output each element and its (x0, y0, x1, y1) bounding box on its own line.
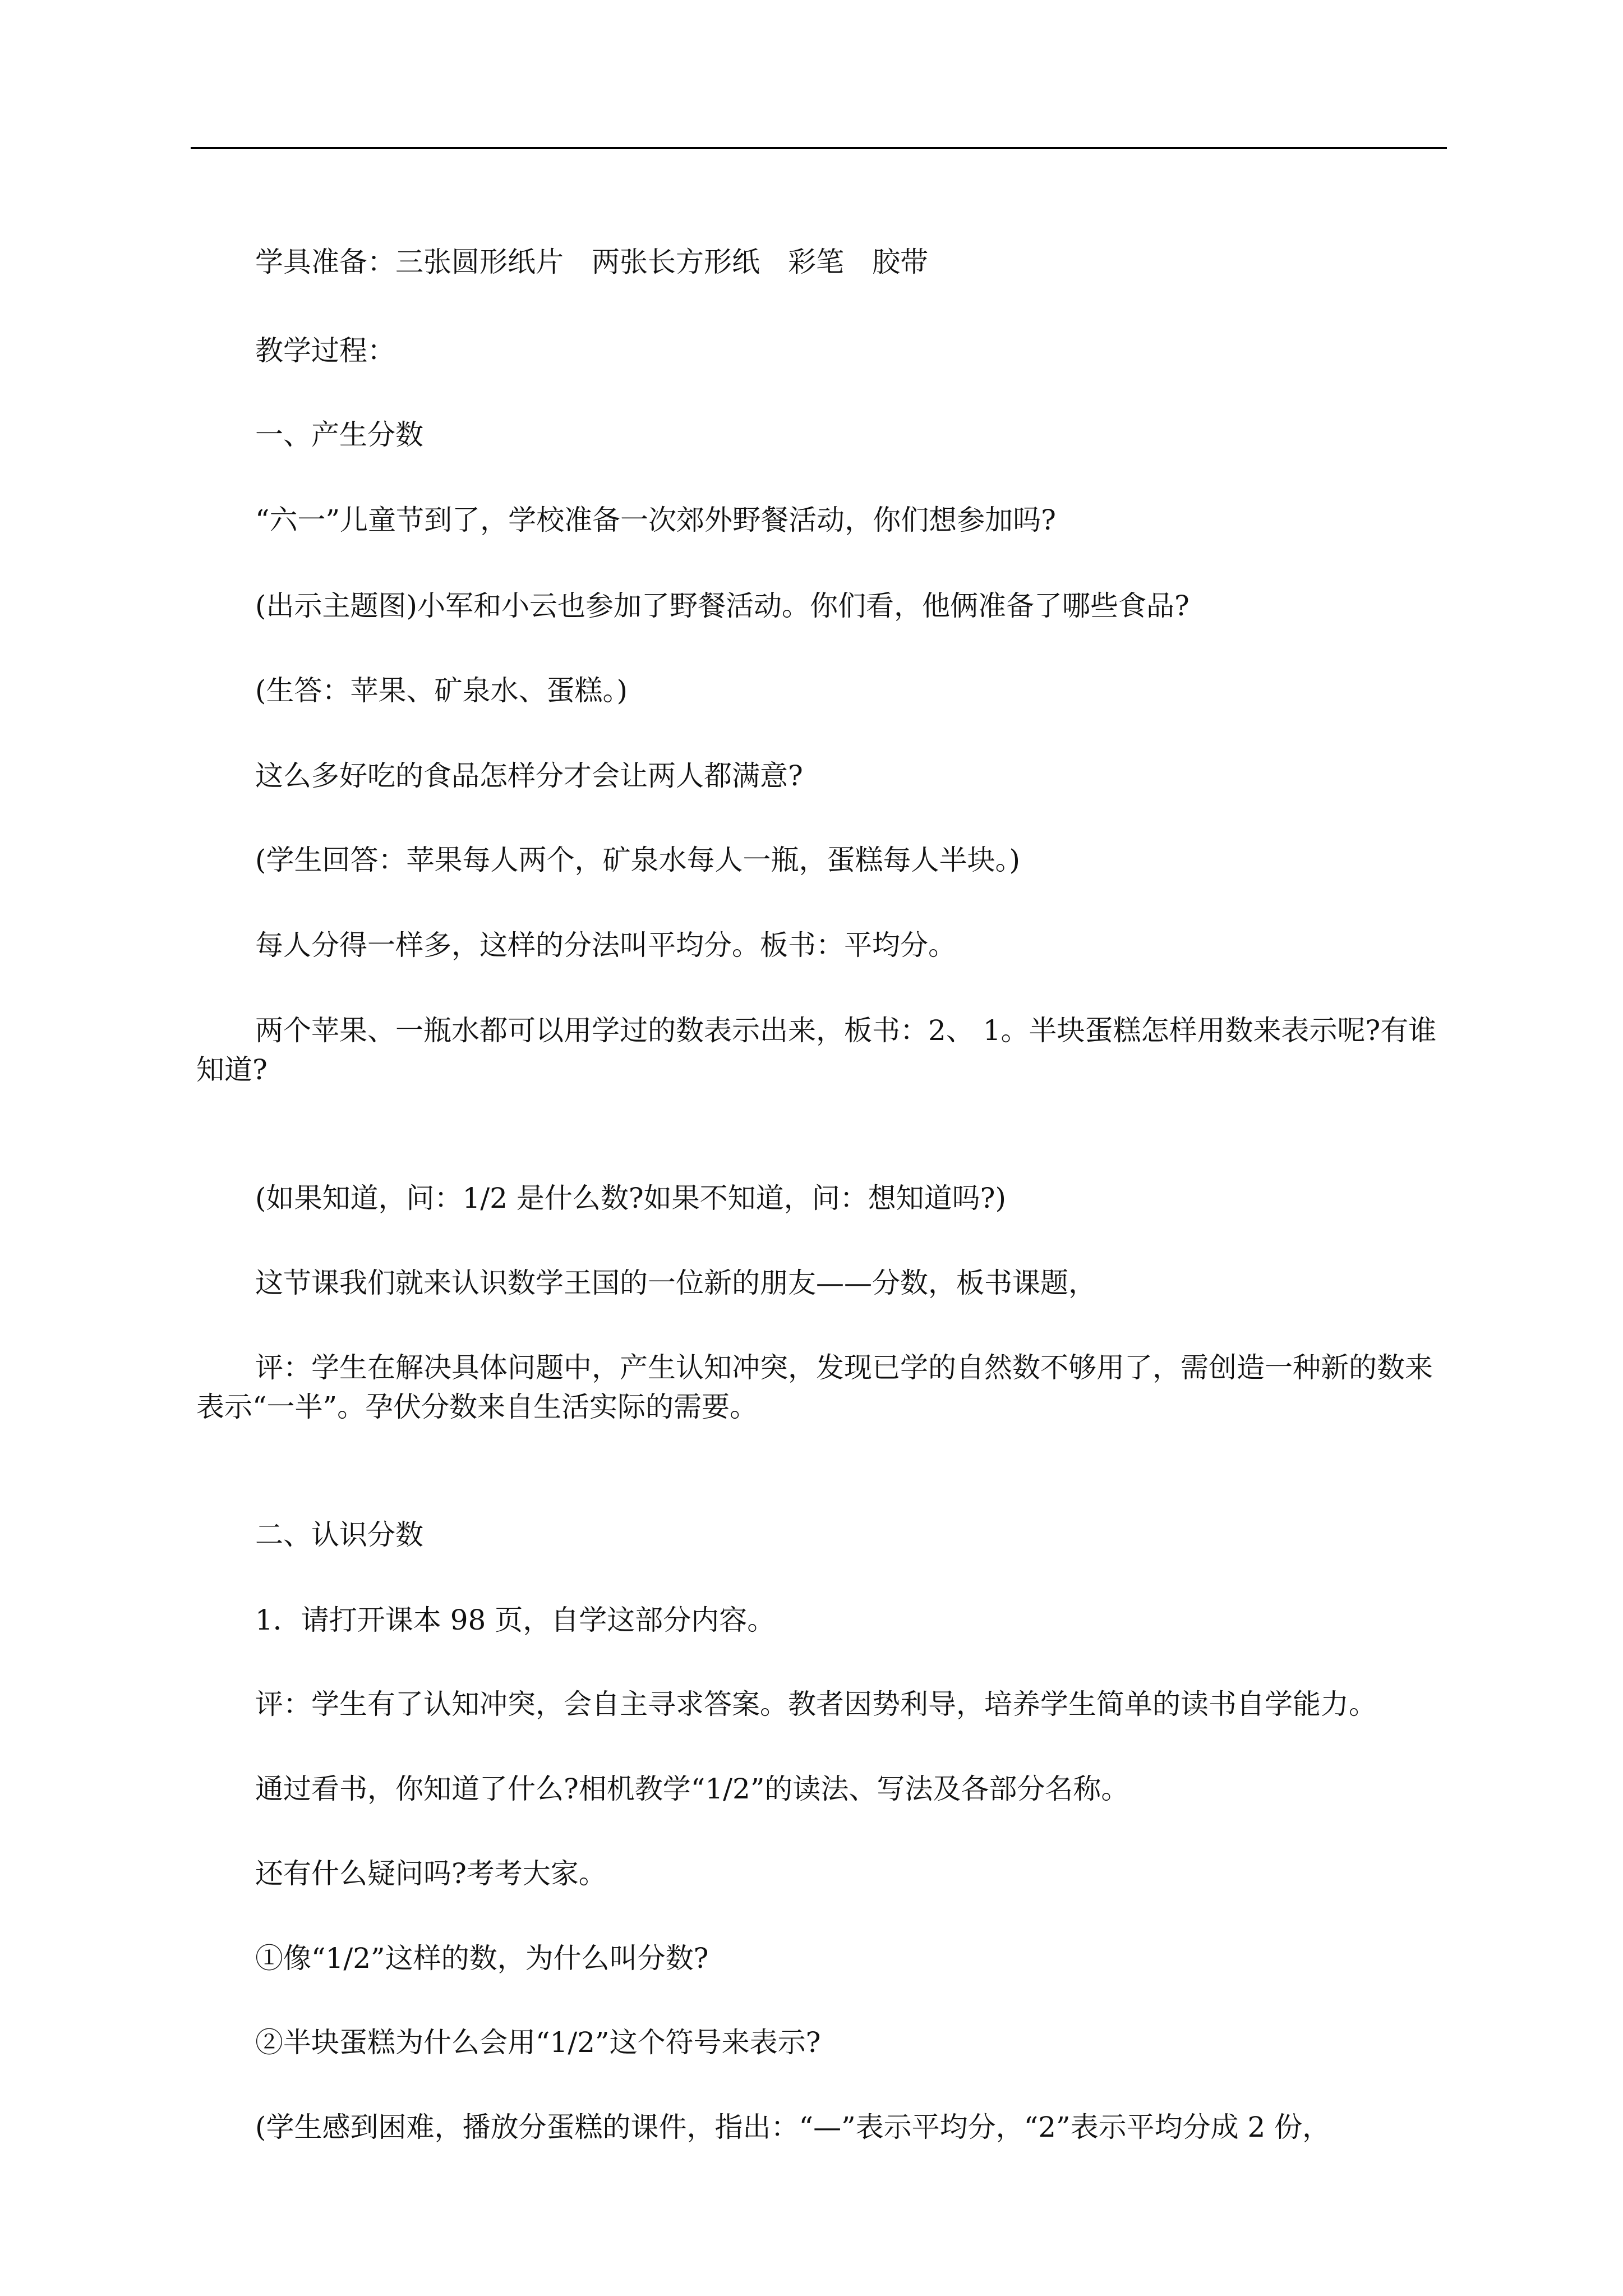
paragraph: 这么多好吃的食品怎样分才会让两人都满意? (255, 760, 803, 792)
paragraph: (学生回答：苹果每人两个，矿泉水每人一瓶，蛋糕每人半块。) (255, 844, 1021, 876)
paragraph: 还有什么疑问吗?考考大家。 (255, 1857, 607, 1890)
paragraph: (如果知道，问：1/2 是什么数?如果不知道，问：想知道吗?) (255, 1182, 1006, 1214)
paragraph: 每人分得一样多，这样的分法叫平均分。板书：平均分。 (255, 929, 956, 961)
paragraph: “六一”儿童节到了，学校准备一次郊外野餐活动，你们想参加吗? (255, 504, 1056, 536)
question-item: ②半块蛋糕为什么会用“1/2”这个符号来表示? (255, 2026, 821, 2059)
materials-paragraph: 学具准备：三张圆形纸片 两张长方形纸 彩笔 胶带 (255, 246, 928, 278)
paragraph: (出示主题图)小军和小云也参加了野餐活动。你们看，他俩准备了哪些食品? (255, 590, 1189, 622)
section-heading-2: 二、认识分数 (255, 1519, 423, 1551)
paragraph: 通过看书，你知道了什么?相机教学“1/2”的读法、写法及各部分名称。 (255, 1773, 1129, 1805)
question-item: ①像“1/2”这样的数，为什么叫分数? (255, 1942, 709, 1975)
process-heading: 教学过程： (255, 334, 395, 367)
paragraph: (生答：苹果、矿泉水、蛋糕。) (255, 674, 628, 707)
paragraph: 两个苹果、一瓶水都可以用学过的数表示出来，板书：2、 1。半块蛋糕怎样用数来表示呢?有谁知道? (196, 1014, 1437, 1086)
paragraph: (学生感到困难，播放分蛋糕的课件，指出：“—”表示平均分，“2”表示平均分成 2 份， (255, 2111, 1331, 2143)
paragraph: 1．请打开课本 98 页，自学这部分内容。 (255, 1604, 776, 1636)
header-rule (191, 147, 1447, 149)
comment-paragraph: 评：学生在解决具体问题中，产生认知冲突，发现已学的自然数不够用了，需创造一种新的数来表示“一半”。孕伏分数来自生活实际的需要。 (196, 1351, 1433, 1423)
comment-paragraph: 评：学生有了认知冲突，会自主寻求答案。教者因势利导，培养学生简单的读书自学能力。 (255, 1688, 1377, 1720)
section-heading-1: 一、产生分数 (255, 418, 423, 451)
paragraph: 这节课我们就来认识数学王国的一位新的朋友——分数，板书课题， (255, 1267, 1096, 1299)
